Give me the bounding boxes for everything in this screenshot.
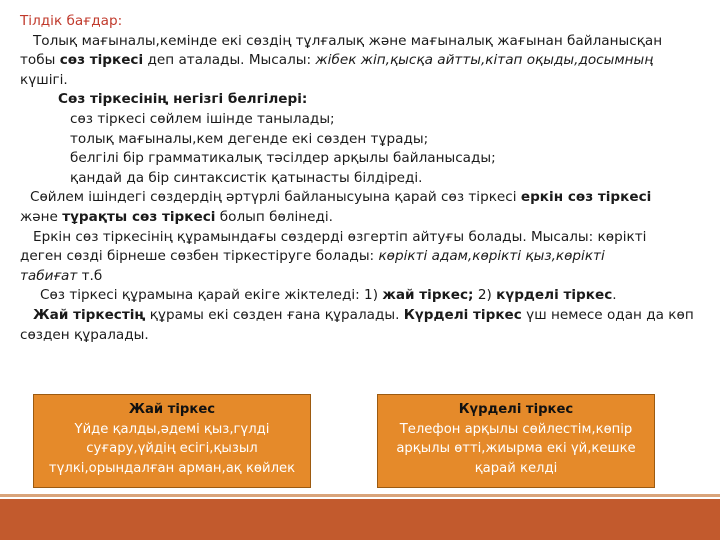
free-phrase-line-1: Еркін сөз тіркесінің құрамындағы сөздерді өзгертіп айтуғы болады. Мысалы: көрікті — [33, 228, 647, 245]
box-line: қарай келді — [474, 460, 558, 476]
free-phrase-line-3 — [20, 267, 716, 287]
features-title: Сөз тіркесінің негізгі белгілері: — [58, 91, 308, 108]
box-title: Жай тіркес — [128, 402, 216, 417]
text-span: тобы — [20, 52, 60, 69]
box-line: Телефон арқылы сөйлестім,көпір — [399, 421, 633, 437]
text-span: . — [612, 287, 617, 304]
term-bold: тұрақты сөз тіркесі — [62, 208, 216, 225]
simple-complex-line-1 — [20, 306, 716, 326]
term-bold: жай тіркес; — [382, 287, 474, 304]
box-line: суғару,үйдің есігі,қызыл — [86, 441, 258, 456]
definition-line-3: күшігі. — [20, 71, 68, 88]
free-phrase-line-2 — [20, 247, 716, 267]
term-bold: сөз тіркесі — [59, 52, 144, 69]
complex-phrase-box — [377, 394, 655, 488]
feature-item: сөз тіркесі сөйлем ішінде танылады; — [70, 110, 335, 127]
feature-item: толық мағыналы,кем дегенде екі сөзден тұрады; — [70, 130, 429, 147]
text-span: және — [20, 208, 63, 225]
text-span: деген сөзді бірнеше сөзбен тіркестіруге болады: — [20, 248, 379, 265]
term-bold: күрделі тіркес — [496, 287, 613, 304]
text-span: 2) — [473, 287, 497, 304]
term-bold: Жай тіркестің — [33, 306, 146, 323]
box-line: түлкі,орындалған арман,ақ көйлек — [48, 460, 296, 476]
slide-heading: Тілдік бағдар: — [20, 13, 123, 29]
box-title: Күрделі тіркес — [458, 402, 574, 417]
text-span: үш немесе одан да көп — [521, 306, 694, 323]
slide-content — [20, 12, 716, 345]
text-span: Сөйлем ішіндегі сөздердің әртүрлі байланысуына қарай сөз тіркесі — [30, 189, 521, 206]
classification-line-1 — [20, 188, 716, 208]
box-line: арқылы өтті,жиырма екі үй,кешке — [396, 441, 636, 456]
footer-bar — [0, 499, 720, 540]
feature-item: қандай да бір синтаксистік қатынасты білдіреді. — [70, 169, 423, 186]
text-span: т.б — [77, 267, 103, 284]
definition-line-2 — [20, 51, 716, 71]
text-span: деп аталады. Мысалы: — [143, 52, 316, 69]
structure-line — [20, 286, 716, 306]
definition-line-1: Толық мағыналы,кемінде екі сөздің тұлғалық және мағыналық жағынан байланысқан — [33, 32, 663, 49]
text-span: болып бөлінеді. — [215, 208, 334, 225]
text-span: Сөз тіркесі құрамына қарай екіге жіктеледі: 1) — [40, 287, 383, 304]
classification-line-2 — [20, 208, 716, 228]
example-italic: табиғат — [20, 267, 78, 284]
term-bold: еркін сөз тіркесі — [520, 189, 652, 206]
box-line: Үйде қалды,әдемі қыз,гүлді — [74, 421, 270, 437]
example-italic: жібек жіп,қысқа айтты,кітап оқыды,досымның — [315, 52, 654, 69]
example-italic: көрікті адам,көрікті қыз,көрікті — [378, 248, 605, 265]
text-span: құрамы екі сөзден ғана құралады. — [145, 306, 404, 323]
term-bold: Күрделі тіркес — [403, 306, 522, 323]
feature-item: белгілі бір грамматикалық тәсілдер арқылы байланысады; — [70, 150, 496, 167]
simple-complex-line-2: сөзден құралады. — [20, 326, 149, 343]
footer-divider — [0, 494, 720, 497]
simple-phrase-box — [33, 394, 311, 488]
